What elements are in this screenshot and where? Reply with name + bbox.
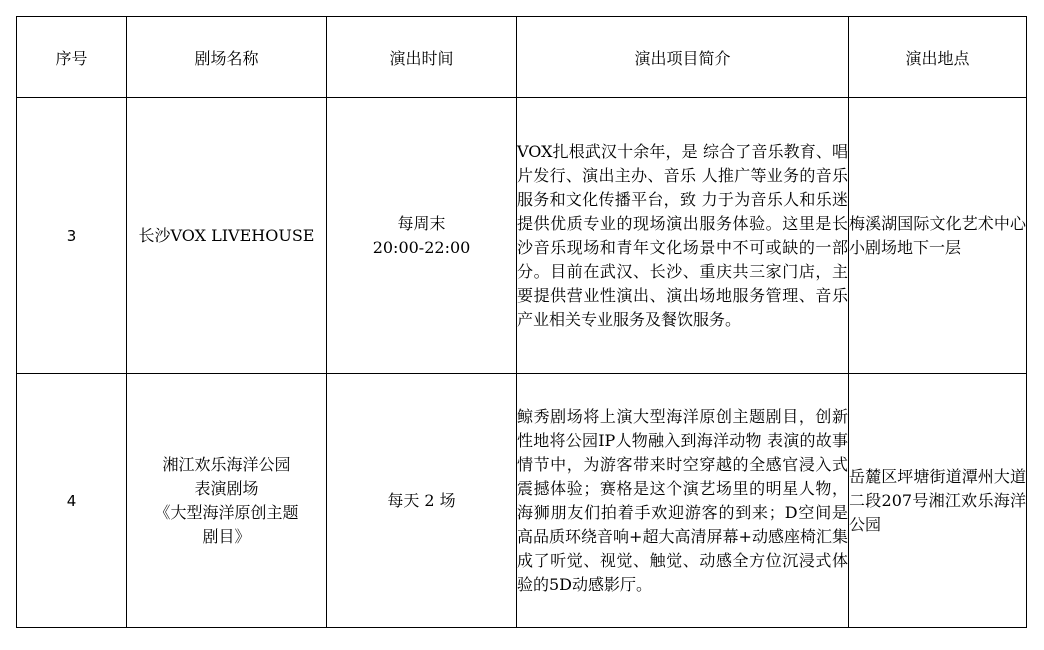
program-description: 鲸秀剧场将上演大型海洋原创主题剧目，创新性地将公园IP人物融入到海洋动物 表演的故事情节中，为游客带来时空穿越的全感官浸入式震撼体验；赛格是这个演艺场里的明星人物，海狮朋友们拍着手欢迎游客的到来；D空间是高品质环绕音响+超大高清屏幕+动感座椅汇集成了听觉、视觉、触觉、动感全方位沉浸式体验的5D动感影厅。: [517, 374, 849, 628]
header-time: 演出时间: [327, 17, 517, 98]
venue-name: [127, 374, 327, 628]
table-row: [17, 98, 1027, 374]
header-description: 演出项目简介: [517, 17, 849, 98]
venue-name: [127, 98, 327, 374]
show-time: [327, 98, 517, 374]
show-time-line: 20:00-22:00: [372, 237, 471, 257]
row-number: 4: [17, 374, 127, 628]
program-table: [16, 16, 1027, 628]
venue-name-text: 长沙VOX LIVEHOUSE: [138, 225, 315, 245]
header-row: [17, 17, 1027, 98]
show-location: 岳麓区坪塘街道潭州大道二段207号湘江欢乐海洋公园: [849, 374, 1027, 628]
show-time-line: 每周末: [397, 213, 446, 233]
program-description: VOX扎根武汉十余年，是 综合了音乐教育、唱片发行、演出主办、音乐 人推广等业务的音乐服务和文化传播平台，致 力于为音乐人和乐迷提供优质专业的现场演出服务体验。这里是长沙音乐现场和青年文化场景中不可或缺的一部分。目前在武汉、长沙、重庆共三家门店，主要提供营业性演出、演出场地服务管理、音乐产业相关专业服务及餐饮服务。: [517, 98, 849, 374]
venue-name-line: 剧目》: [202, 526, 251, 546]
show-time: 每天 2 场: [327, 374, 517, 628]
header-venue: 剧场名称: [127, 17, 327, 98]
table-row: [17, 374, 1027, 628]
venue-name-line: 湘江欢乐海洋公园: [162, 454, 291, 474]
header-number: 序号: [17, 17, 127, 98]
header-location: 演出地点: [849, 17, 1027, 98]
venue-name-line: 表演剧场: [194, 478, 259, 498]
show-location: 梅溪湖国际文化艺术中心小剧场地下一层: [849, 98, 1027, 374]
row-number: 3: [17, 98, 127, 374]
venue-name-line: 《大型海洋原创主题: [154, 502, 299, 522]
